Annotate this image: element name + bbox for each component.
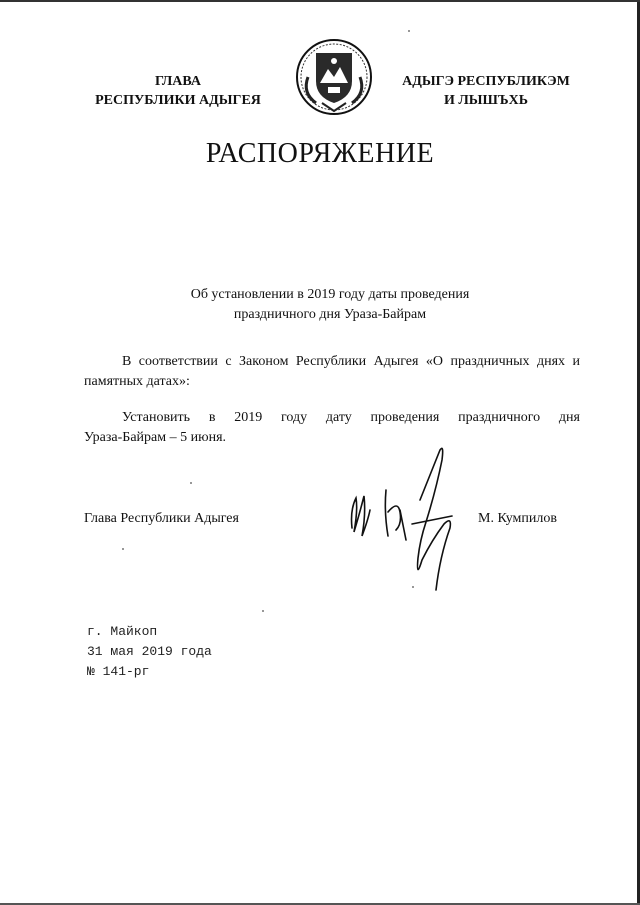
subject-line2: праздничного дня Ураза-Байрам xyxy=(233,307,427,322)
body-paragraph-1 xyxy=(84,352,580,392)
paragraph-1-text: В соответствии с Законом Республики Адыгея «О праздничных днях и памятных датах»: xyxy=(84,354,580,389)
paragraph-2-word: 2019 xyxy=(234,410,263,425)
scan-edge-top xyxy=(0,0,640,2)
scan-speck xyxy=(412,586,414,588)
scan-speck xyxy=(408,30,410,32)
paragraph-2-word: году xyxy=(280,410,308,425)
header-right xyxy=(378,72,594,110)
scan-speck xyxy=(262,610,264,612)
footer-date: 31 мая 2019 года xyxy=(87,644,212,659)
paragraph-2-word: в xyxy=(208,410,216,425)
document-subject xyxy=(140,285,520,325)
paragraph-2-word: праздничного xyxy=(458,410,541,425)
coat-of-arms-adygea-icon xyxy=(294,37,374,117)
signatory-position: Глава Республики Адыгея xyxy=(84,511,239,526)
scan-speck xyxy=(190,482,192,484)
header-left xyxy=(70,72,286,110)
header-right-line2: И ЛЫШЪХЬ xyxy=(443,93,529,108)
paragraph-2-word: Установить xyxy=(122,410,191,425)
paragraph-2-word: дату xyxy=(325,410,352,425)
scan-speck xyxy=(122,548,124,550)
header-left-line1: ГЛАВА xyxy=(155,74,201,89)
footer-city: г. Майкоп xyxy=(87,624,158,639)
paragraph-2-line2: Ураза-Байрам – 5 июня. xyxy=(84,430,227,445)
paragraph-2-word: дня xyxy=(558,410,580,425)
handwritten-signature xyxy=(340,440,470,605)
body-paragraph-2 xyxy=(84,408,580,448)
footer-number: № 141-рг xyxy=(87,664,150,679)
header-left-line2: РЕСПУБЛИКИ АДЫГЕЯ xyxy=(95,93,261,108)
header-right-line1: АДЫГЭ РЕСПУБЛИКЭМ xyxy=(402,74,570,89)
document-footer xyxy=(87,622,212,682)
signatory-name: М. Кумпилов xyxy=(478,511,557,526)
subject-line1: Об установлении в 2019 году даты проведения xyxy=(190,287,470,302)
document-title: РАСПОРЯЖЕНИЕ xyxy=(205,138,435,169)
paragraph-2-word: проведения xyxy=(370,410,440,425)
